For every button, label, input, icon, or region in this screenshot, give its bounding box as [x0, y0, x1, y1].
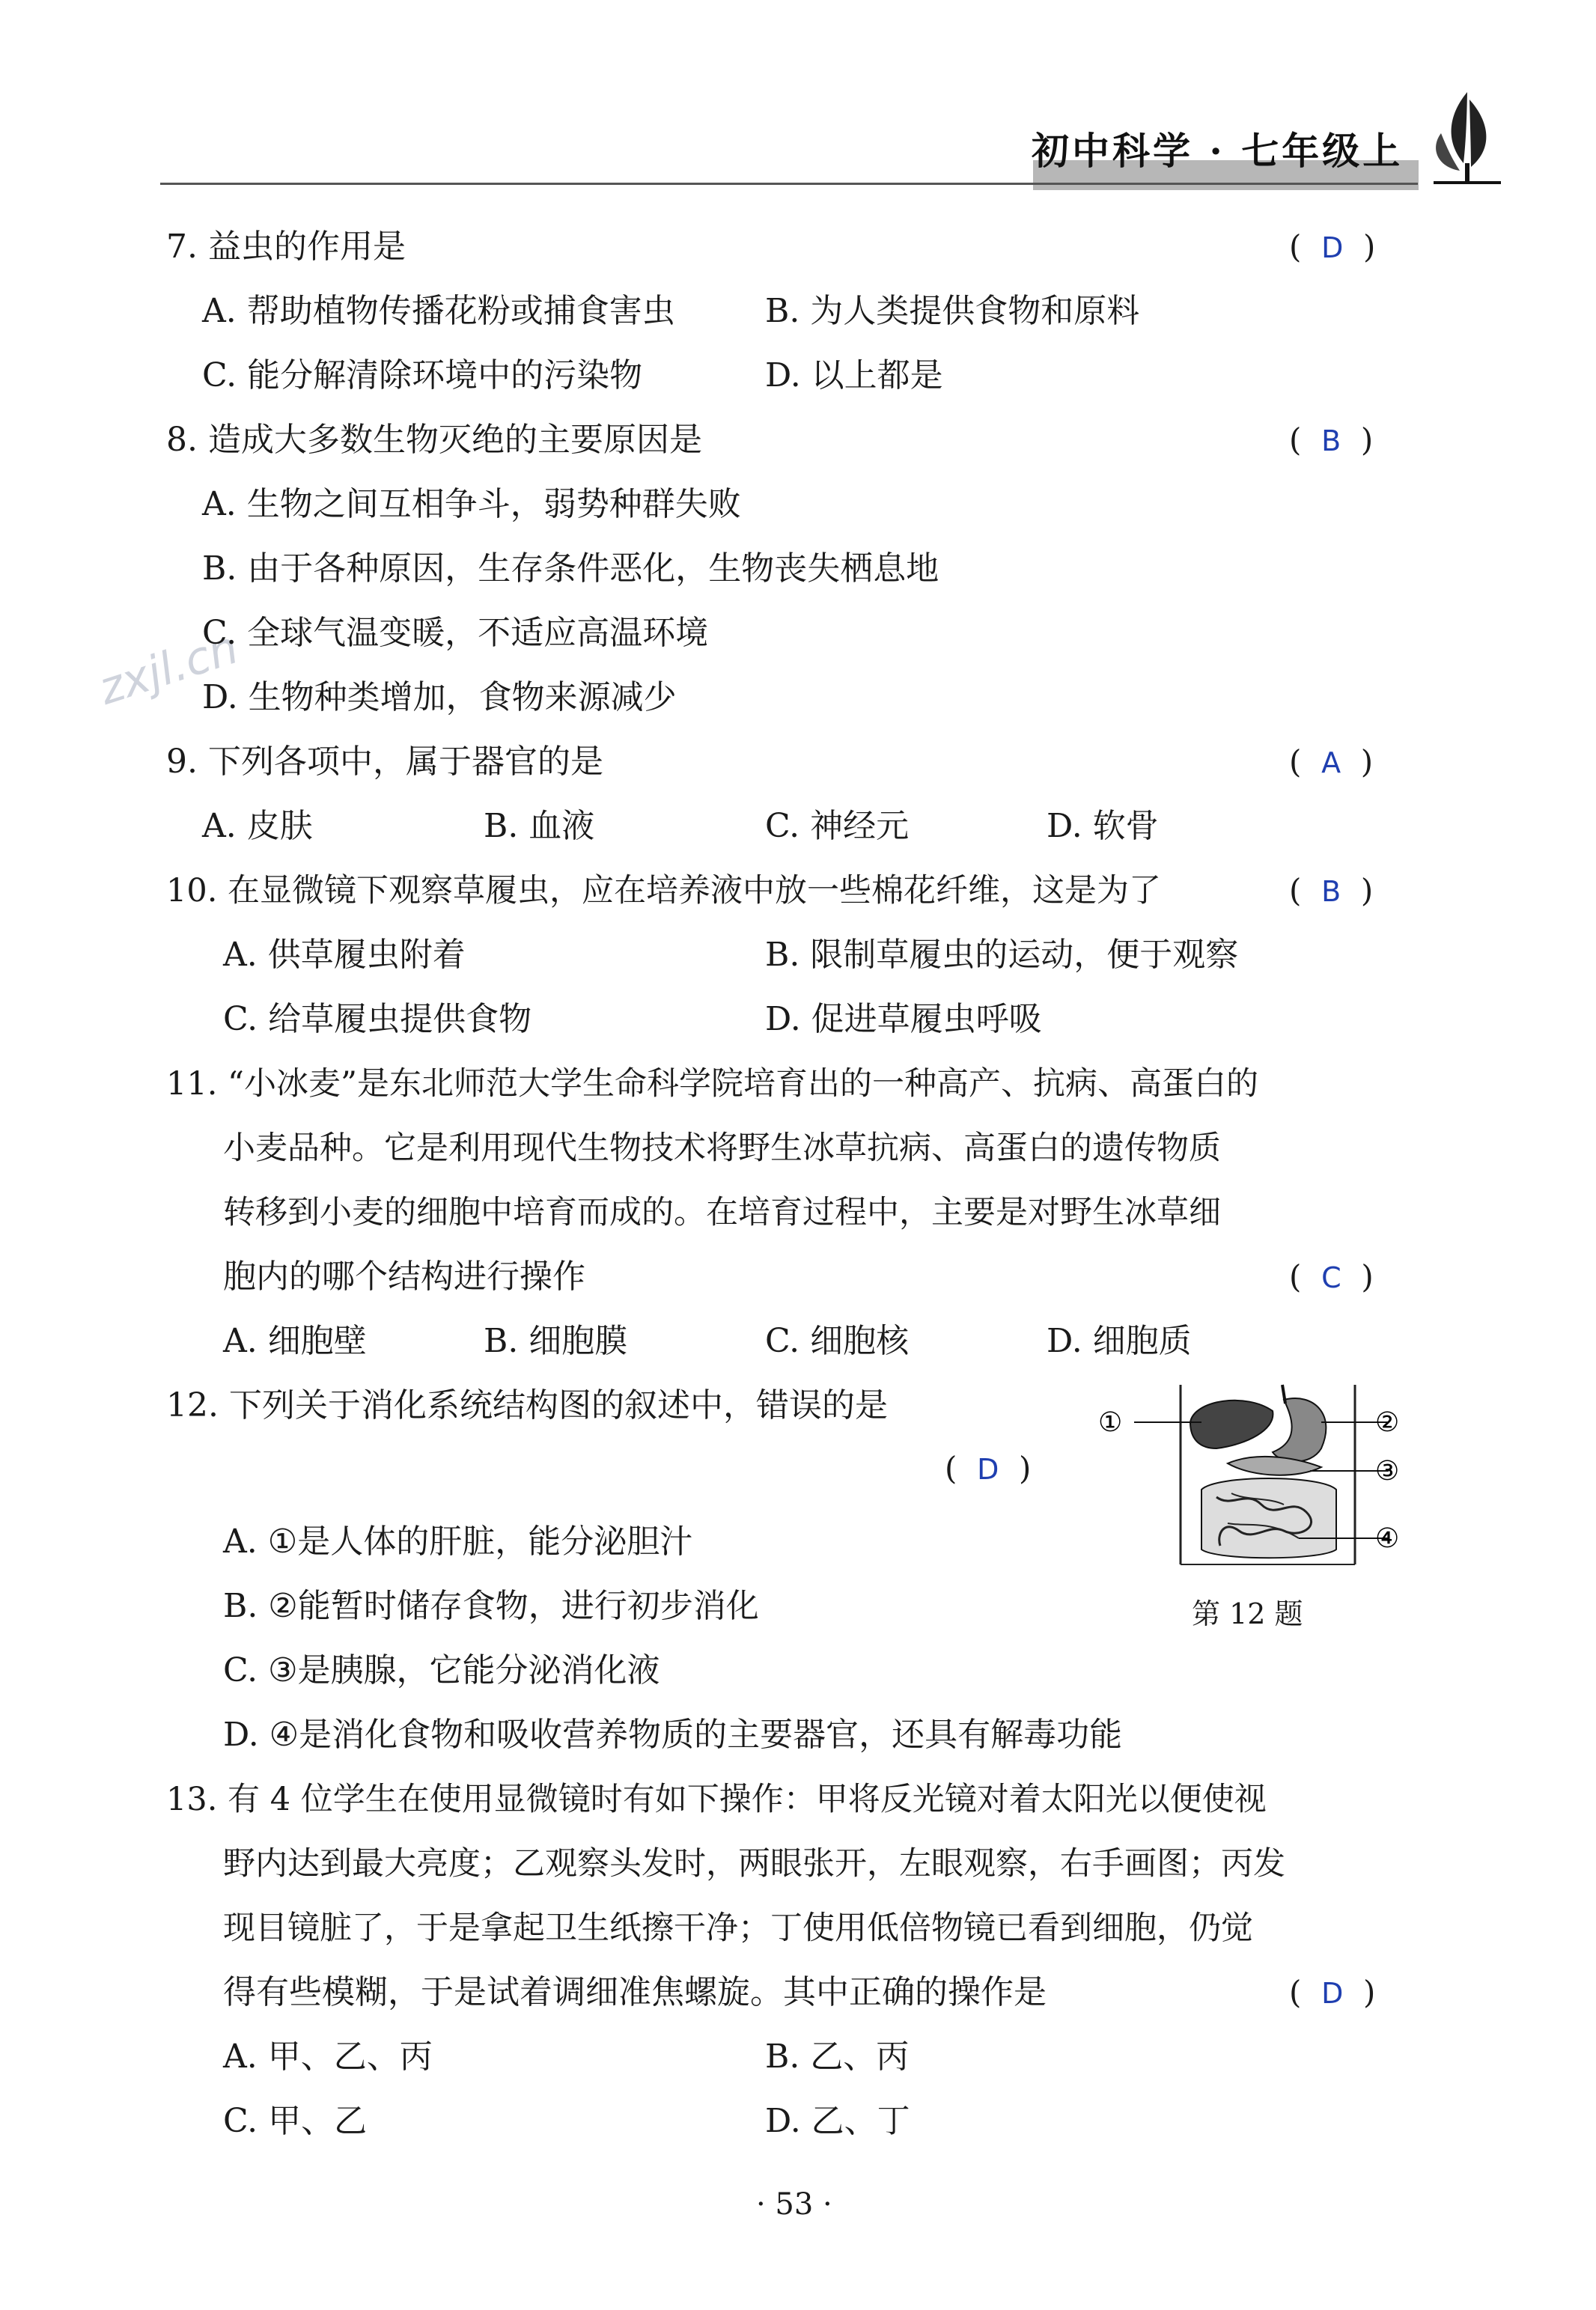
q8-option-c: C. 全球气温变暖，不适应高温环境	[202, 614, 709, 652]
q13-stem-line-2: 野内达到最大亮度；乙观察头发时，两眼张开，左眼观察，右手画图；丙发	[223, 1845, 1285, 1883]
figure-label-2: ②	[1375, 1407, 1400, 1438]
q11-option-d: D. 细胞质	[1047, 1322, 1192, 1360]
figure-label-3: ③	[1375, 1456, 1400, 1487]
q10-answer: ( B )	[1289, 872, 1374, 909]
q8-answer-letter: B	[1321, 424, 1341, 457]
q13-option-d: D. 乙、丁	[765, 2102, 910, 2140]
q8-option-b: B. 由于各种原因，生存条件恶化，生物丧失栖息地	[202, 549, 939, 588]
header-rule	[160, 183, 1418, 185]
figure-caption: 第 12 题	[1192, 1597, 1303, 1630]
q7-answer: ( D )	[1289, 228, 1376, 265]
q11-answer: ( C )	[1289, 1258, 1374, 1295]
q13-option-b: B. 乙、丙	[765, 2038, 910, 2076]
figure-label-4: ④	[1375, 1523, 1400, 1554]
q12-stem: 12. 下列关于消化系统结构图的叙述中，错误的是	[166, 1386, 888, 1424]
q11-option-c: C. 细胞核	[765, 1322, 910, 1360]
q7-option-a: A. 帮助植物传播花粉或捕食害虫	[202, 292, 675, 330]
page-number: · 53 ·	[756, 2187, 832, 2222]
q9-option-a: A. 皮肤	[202, 807, 313, 845]
q13-answer: ( D )	[1289, 1974, 1376, 2011]
q10-option-b: B. 限制草履虫的运动，便于观察	[765, 936, 1239, 974]
q11-answer-letter: C	[1321, 1261, 1341, 1294]
q9-option-b: B. 血液	[484, 807, 595, 845]
digestive-system-figure	[1097, 1377, 1404, 1572]
q8-stem: 8. 造成大多数生物灭绝的主要原因是	[166, 421, 702, 459]
q13-option-c: C. 甲、乙	[223, 2102, 368, 2140]
tree-leaf-icon	[1426, 88, 1508, 186]
q9-answer: ( A )	[1289, 743, 1374, 780]
q10-option-a: A. 供草履虫附着	[223, 936, 466, 974]
q10-option-c: C. 给草履虫提供食物	[223, 1000, 532, 1038]
q10-option-d: D. 促进草履虫呼吸	[765, 1000, 1042, 1038]
q11-stem-line-1: 11. “小冰麦”是东北师范大学生命科学院培育出的一种高产、抗病、高蛋白的	[166, 1065, 1259, 1103]
q13-stem-line-1: 13. 有 4 位学生在使用显微镜时有如下操作：甲将反光镜对着太阳光以便使视	[166, 1781, 1267, 1818]
q10-answer-letter: B	[1321, 875, 1341, 908]
q13-stem-line-3: 现目镜脏了，于是拿起卫生纸擦干净；丁使用低倍物镜已看到细胞，仍觉	[223, 1910, 1253, 1947]
q12-option-d: D. ④是消化食物和吸收营养物质的主要器官，还具有解毒功能	[223, 1716, 1123, 1754]
q8-answer: ( B )	[1289, 421, 1374, 458]
q12-option-a: A. ①是人体的肝脏，能分泌胆汁	[223, 1523, 693, 1561]
q9-stem: 9. 下列各项中，属于器官的是	[166, 743, 603, 781]
q13-stem-line-4: 得有些模糊，于是试着调细准焦螺旋。其中正确的操作是	[223, 1973, 1047, 2011]
q8-option-d: D. 生物种类增加，食物来源减少	[202, 678, 677, 716]
header-title: 初中科学 · 七年级上	[1032, 129, 1404, 173]
q12-option-c: C. ③是胰腺，它能分泌消化液	[223, 1651, 660, 1689]
q13-answer-letter: D	[1321, 1977, 1344, 2010]
q11-option-a: A. 细胞壁	[223, 1322, 367, 1360]
q12-option-b: B. ②能暂时储存食物，进行初步消化	[223, 1587, 759, 1625]
q12-answer: ( D )	[945, 1450, 1032, 1487]
q13-option-a: A. 甲、乙、丙	[223, 2038, 433, 2076]
q11-stem-line-4: 胞内的哪个结构进行操作	[223, 1258, 585, 1296]
q9-answer-letter: A	[1321, 746, 1341, 779]
q7-answer-letter: D	[1321, 231, 1344, 264]
watermark: zxjl.cn	[92, 621, 245, 716]
figure-label-1: ①	[1098, 1407, 1123, 1438]
q8-option-a: A. 生物之间互相争斗，弱势种群失败	[202, 485, 741, 523]
q11-stem-line-2: 小麦品种。它是利用现代生物技术将野生冰草抗病、高蛋白的遗传物质	[223, 1130, 1221, 1167]
q7-option-d: D. 以上都是	[765, 356, 943, 394]
q9-option-d: D. 软骨	[1047, 807, 1159, 845]
q7-option-b: B. 为人类提供食物和原料	[765, 292, 1140, 330]
q11-option-b: B. 细胞膜	[484, 1322, 628, 1360]
q10-stem: 10. 在显微镜下观察草履虫，应在培养液中放一些棉花纤维，这是为了	[166, 872, 1162, 909]
q9-option-c: C. 神经元	[765, 807, 910, 845]
q7-stem: 7. 益虫的作用是	[166, 228, 406, 266]
q11-stem-line-3: 转移到小麦的细胞中培育而成的。在培育过程中，主要是对野生冰草细	[223, 1194, 1221, 1231]
q12-answer-letter: D	[977, 1453, 999, 1486]
q7-option-c: C. 能分解清除环境中的污染物	[202, 356, 643, 394]
